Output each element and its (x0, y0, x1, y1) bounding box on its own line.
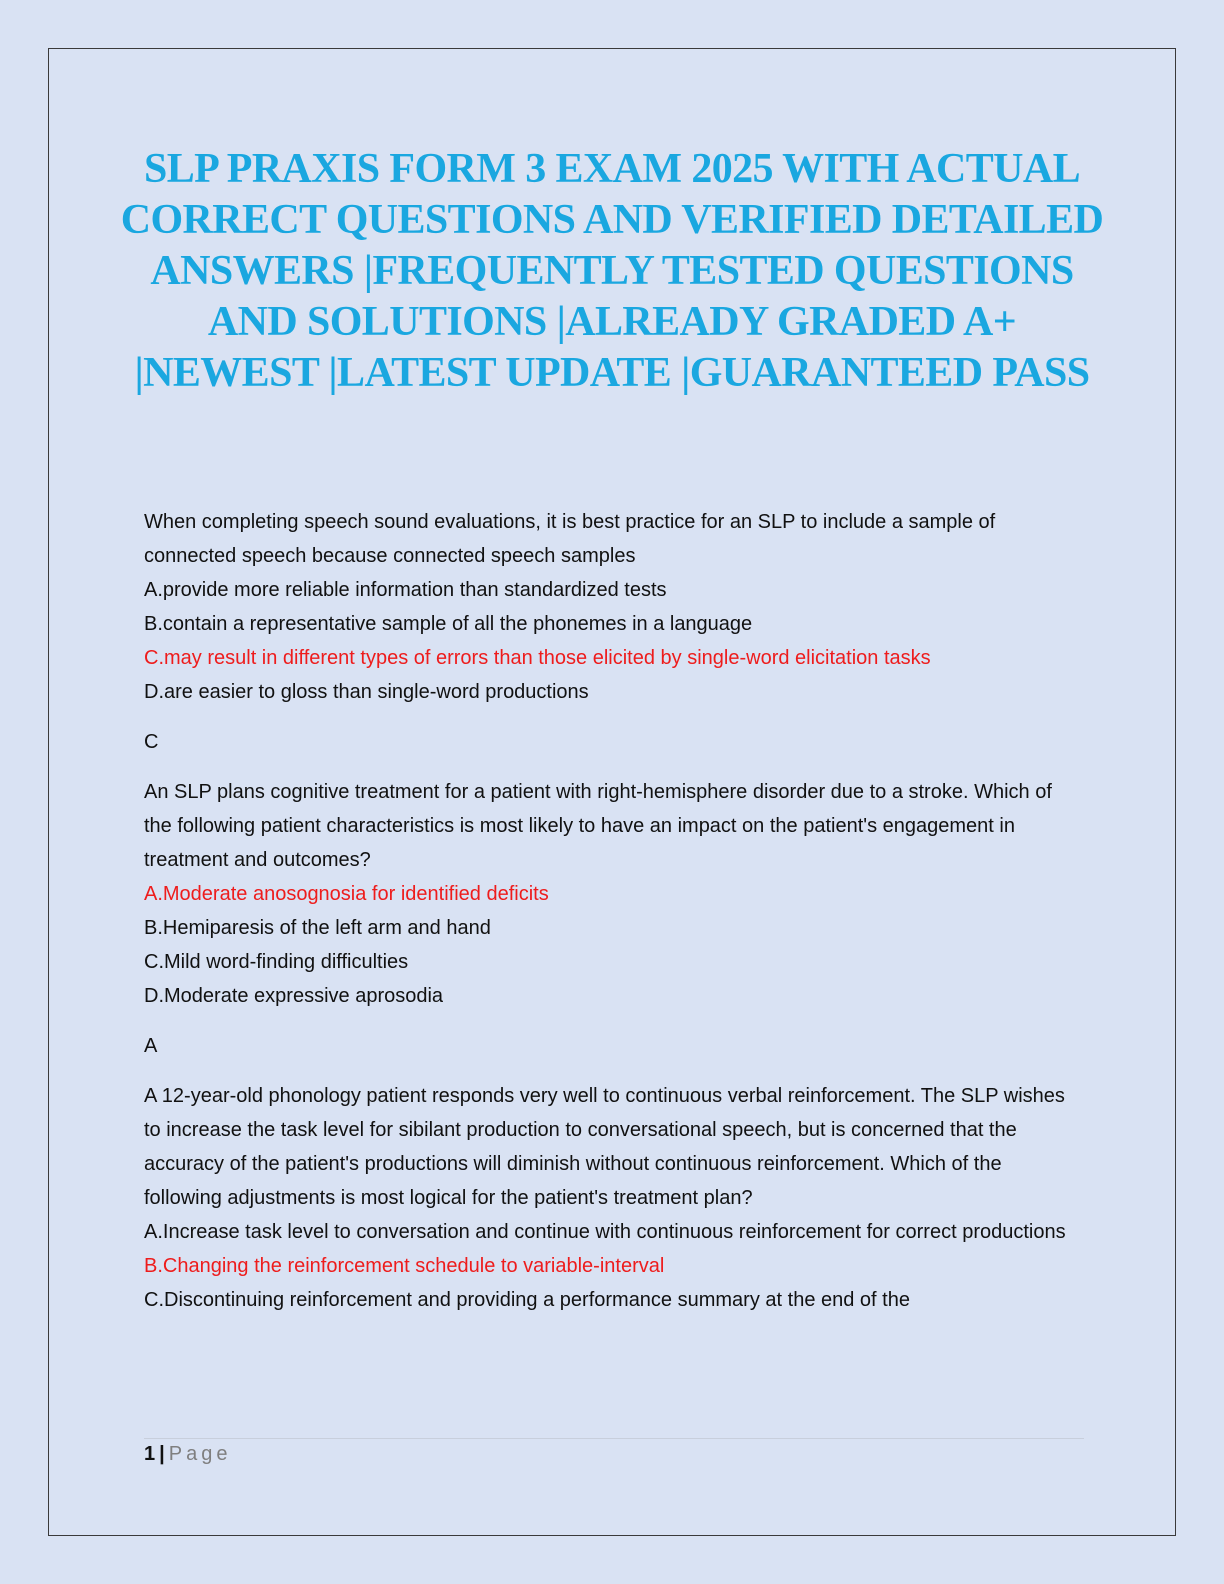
footer-divider (144, 1438, 1084, 1439)
option-c-correct: C.may result in different types of errors than those elicited by single-word elicitation tasks (144, 647, 931, 669)
option-b-correct: B.Changing the reinforcement schedule to variable-interval (144, 1255, 665, 1277)
page-footer (144, 1441, 231, 1467)
document-body (144, 505, 1084, 1317)
option-d: D.Moderate expressive aprosodia (144, 985, 444, 1007)
question-text: When completing speech sound evaluations, it is best practice for an SLP to include a sample of connected speech because connected speech samples (144, 511, 996, 567)
option-a-correct: A.Moderate anosognosia for identified deficits (144, 883, 549, 905)
document-title: SLP PRAXIS FORM 3 EXAM 2025 WITH ACTUAL CORRECT QUESTIONS AND VERIFIED DETAILED ANSWERS |FREQUENTLY TESTED QUESTIONS AND SOLUTIONS |ALREADY GRADED A+ |NEWEST |LATEST UPDATE |GUARANTEED PASS (120, 146, 1104, 396)
option-b: B.contain a representative sample of all the phonemes in a language (144, 613, 753, 635)
question-text: An SLP plans cognitive treatment for a patient with right-hemisphere disorder due to a stroke. Which of the following patient characteristics is most likely to have an impact on the patient's engagement in treatment and outcomes? (144, 781, 1052, 871)
page-number: 1 (144, 1443, 156, 1465)
question-3 (144, 1079, 1084, 1317)
option-b: B.Hemiparesis of the left arm and hand (144, 917, 491, 939)
option-c: C.Discontinuing reinforcement and providing a performance summary at the end of the (144, 1289, 910, 1311)
answer-key: A (144, 1035, 158, 1057)
question-2 (144, 775, 1084, 1063)
footer-separator: | (159, 1443, 165, 1465)
option-d: D.are easier to gloss than single-word productions (144, 681, 589, 703)
option-c: C.Mild word-finding difficulties (144, 951, 409, 973)
option-a: A.provide more reliable information than standardized tests (144, 579, 667, 601)
question-text: A 12-year-old phonology patient responds very well to continuous verbal reinforcement. The SLP wishes to increase the task level for sibilant production to conversational speech, but is concerned that the accuracy of the patient's productions will diminish without continuous reinforcement. Which of the following adjustments is most logical for the patient's treatment plan? (144, 1085, 1065, 1209)
page-label: Page (168, 1443, 232, 1465)
answer-key: C (144, 731, 159, 753)
question-1 (144, 505, 1084, 759)
option-a: A.Increase task level to conversation and continue with continuous reinforcement for correct productions (144, 1221, 1066, 1243)
